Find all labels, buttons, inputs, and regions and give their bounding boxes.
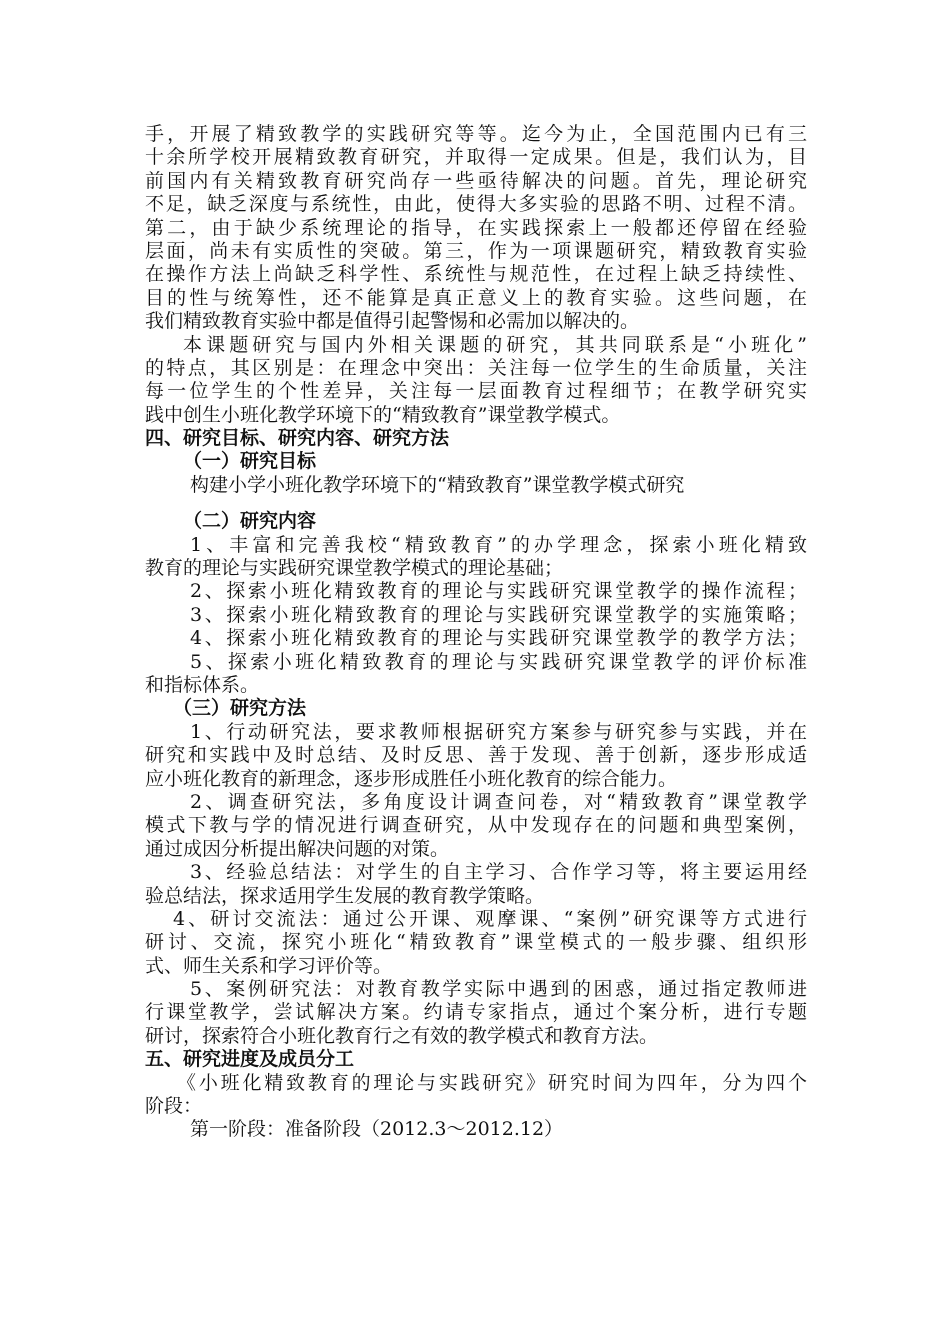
schedule-intro xyxy=(145,1072,807,1119)
text-line: 4、研讨交流法：通过公开课、观摩课、“案例”研究课等方式进行 xyxy=(173,907,807,930)
text-line: 通过成因分析提出解决问题的对策。 xyxy=(145,837,450,860)
subsection-heading-content: （二）研究内容 xyxy=(183,510,317,533)
text-line: 在操作方法上尚缺乏科学性、系统性与规范性，在过程上缺乏持续性、 xyxy=(145,263,807,286)
text-line: 研讨，探索符合小班化教育行之有效的教学模式和教育方法。 xyxy=(145,1024,659,1047)
text-line: 不足，缺乏深度与系统性，由此，使得大多实验的思路不明、过程不清。 xyxy=(145,193,807,216)
method-action-research xyxy=(145,721,807,791)
list-item: 5、探索小班化精致教育的理论与实践研究课堂教学的评价标准 xyxy=(190,650,807,673)
method-discussion xyxy=(145,908,807,978)
text-line: 第二，由于缺少系统理论的指导，在实践探索上一般都还停留在经验 xyxy=(145,216,807,239)
text-line: 手，开展了精致教学的实践研究等等。迄今为止，全国范围内已有三 xyxy=(145,123,807,145)
text-line: 验总结法，探求适用学生发展的教育教学策略。 xyxy=(145,884,545,907)
section-heading-5: 五、研究进度及成员分工 xyxy=(145,1048,355,1071)
text-line: 本课题研究与国内外相关课题的研究，其共同联系是“小班化” xyxy=(183,333,807,356)
subsection-heading-goals: （一）研究目标 xyxy=(183,450,317,473)
section-heading-4: 四、研究目标、研究内容、研究方法 xyxy=(145,427,450,450)
stage-1-text: 第一阶段：准备阶段（2012.3～2012.12） xyxy=(190,1118,564,1141)
list-item: 教育的理论与实践研究课堂教学模式的理论基础； xyxy=(145,557,564,580)
text-line: 前国内有关精致教育研究尚存一些亟待解决的问题。首先，理论研究 xyxy=(145,169,807,192)
list-item: 2、探索小班化精致教育的理论与实践研究课堂教学的操作流程； xyxy=(190,580,807,603)
text-line: 的特点，其区别是：在理念中突出：关注每一位学生的生命质量，关注 xyxy=(145,356,807,379)
text-line: 行课堂教学，尝试解决方案。约请专家指点，通过个案分析，进行专题 xyxy=(145,1001,807,1024)
content-list xyxy=(145,534,807,698)
list-item: 4、探索小班化精致教育的理论与实践研究课堂教学的教学方法； xyxy=(190,627,807,650)
text-line: 3、经验总结法：对学生的自主学习、合作学习等，将主要运用经 xyxy=(190,861,807,884)
text-line: 十余所学校开展精致教育研究，并取得一定成果。但是，我们认为，目 xyxy=(145,146,807,169)
text-line: 式、师生关系和学习评价等。 xyxy=(145,954,393,977)
method-survey xyxy=(145,791,807,861)
text-line: 《小班化精致教育的理论与实践研究》研究时间为四年，分为四个 xyxy=(177,1071,807,1094)
text-line: 研讨、交流，探究小班化“精致教育”课堂模式的一般步骤、组织形 xyxy=(145,931,807,954)
text-line: 1、行动研究法，要求教师根据研究方案参与研究参与实践，并在 xyxy=(190,720,807,743)
document-body xyxy=(145,123,807,1142)
text-line: 5、案例研究法：对教育教学实际中遇到的困惑，通过指定教师进 xyxy=(190,978,807,1001)
text-line: 应小班化教育的新理念，逐步形成胜任小班化教育的综合能力。 xyxy=(145,767,678,790)
list-item: 1、丰富和完善我校“精致教育”的办学理念，探索小班化精致 xyxy=(190,533,807,556)
goal-text: 构建小学小班化教学环境下的“精致教育”课堂教学模式研究 xyxy=(190,473,685,496)
list-item: 3、探索小班化精致教育的理论与实践研究课堂教学的实施策略； xyxy=(190,603,807,626)
text-line: 践中创生小班化教学环境下的“精致教育”课堂教学模式。 xyxy=(145,403,621,426)
text-line: 研究和实践中及时总结、及时反思、善于发现、善于创新，逐步形成适 xyxy=(145,744,807,767)
text-line: 我们精致教育实验中都是值得引起警惕和必需加以解决的。 xyxy=(145,310,640,333)
subsection-heading-methods: （三）研究方法 xyxy=(173,697,307,720)
text-line: 目的性与统筹性，还不能算是真正意义上的教育实验。这些问题，在 xyxy=(145,286,807,309)
method-case-study xyxy=(145,978,807,1048)
text-line: 每一位学生的个性差异，关注每一层面教育过程细节；在教学研究实 xyxy=(145,380,807,403)
paragraph-background xyxy=(145,123,807,334)
list-item: 和指标体系。 xyxy=(145,673,260,696)
text-line: 层面，尚未有实质性的突破。第三，作为一项课题研究，精致教育实验 xyxy=(145,239,807,262)
paragraph-comparison xyxy=(145,334,807,428)
text-line: 2、调查研究法，多角度设计调查问卷，对“精致教育”课堂教学 xyxy=(190,790,807,813)
text-line: 模式下教与学的情况进行调查研究，从中发现存在的问题和典型案例， xyxy=(145,814,807,837)
text-line: 阶段： xyxy=(145,1095,203,1118)
method-experience-summary xyxy=(145,861,807,908)
